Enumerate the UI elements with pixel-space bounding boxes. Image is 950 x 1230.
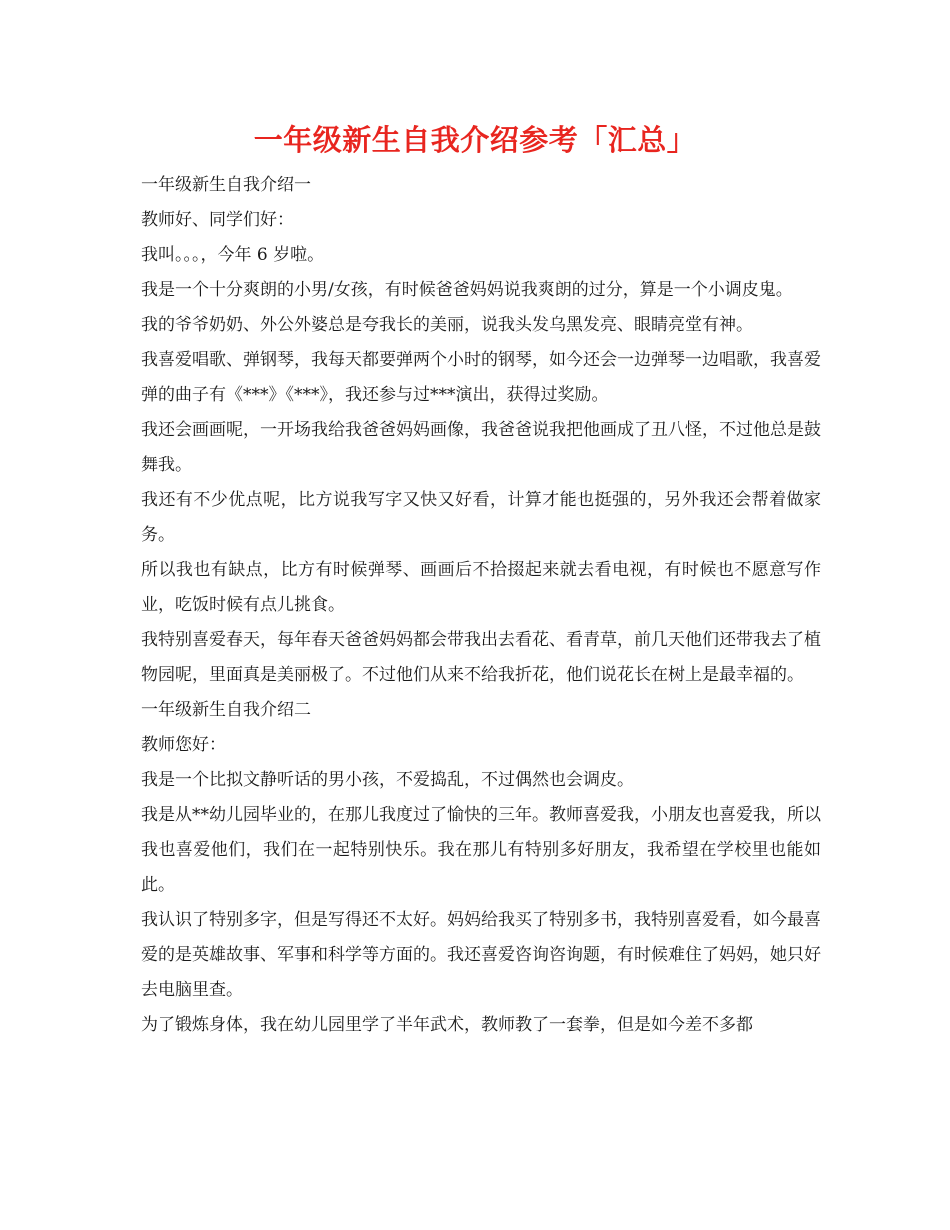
paragraph: 为了锻炼身体，我在幼儿园里学了半年武术，教师教了一套拳，但是如今差不多都 [141,1015,753,1035]
paragraph: 我还会画画呢，一开场我给我爸爸妈妈画像，我爸爸说我把他画成了丑八怪，不过他总是鼓舞我。 [141,420,821,475]
paragraph: 我认识了特别多字，但是写得还不太好。妈妈给我买了特别多书，我特别喜爱看，如今最喜爱的是英雄故事、军事和科学等方面的。我还喜爱咨询咨询题，有时候难住了妈妈，她只好去电脑里查。 [141,910,821,1000]
document-body [141,168,821,1043]
paragraph: 我特别喜爱春天，每年春天爸爸妈妈都会带我出去看花、看青草，前几天他们还带我去了植物园呢，里面真是美丽极了。不过他们从来不给我折花，他们说花长在树上是最幸福的。 [141,630,821,685]
paragraph: 一年级新生自我介绍一 [141,175,311,195]
paragraph: 我是一个比拟文静听话的男小孩，不爱捣乱，不过偶然也会调皮。 [141,770,634,790]
paragraph: 教师好、同学们好： [141,210,294,230]
paragraph: 我叫。。。，今年 6 岁啦。 [141,245,325,265]
paragraph: 我还有不少优点呢，比方说我写字又快又好看，计算才能也挺强的，另外我还会帮着做家务。 [141,490,821,545]
paragraph: 所以我也有缺点，比方有时候弹琴、画画后不拾掇起来就去看电视，有时候也不愿意写作业，吃饭时候有点儿挑食。 [141,560,821,615]
paragraph: 我的爷爷奶奶、外公外婆总是夸我长的美丽，说我头发乌黑发亮、眼睛亮堂有神。 [141,315,753,335]
paragraph: 我是从**幼儿园毕业的，在那儿我度过了愉快的三年。教师喜爱我，小朋友也喜爱我，所以我也喜爱他们，我们在一起特别快乐。我在那儿有特别多好朋友，我希望在学校里也能如此。 [141,805,821,895]
paragraph: 我是一个十分爽朗的小男/女孩，有时候爸爸妈妈说我爽朗的过分，算是一个小调皮鬼。 [141,280,793,300]
paragraph: 我喜爱唱歌、弹钢琴，我每天都要弹两个小时的钢琴，如今还会一边弹琴一边唱歌，我喜爱弹的曲子有《***》《***》，我还参与过***演出，获得过奖励。 [141,350,821,405]
document-title: 一年级新生自我介绍参考「汇总」 [253,123,697,157]
paragraph: 一年级新生自我介绍二 [141,700,311,720]
paragraph: 教师您好： [141,735,226,755]
